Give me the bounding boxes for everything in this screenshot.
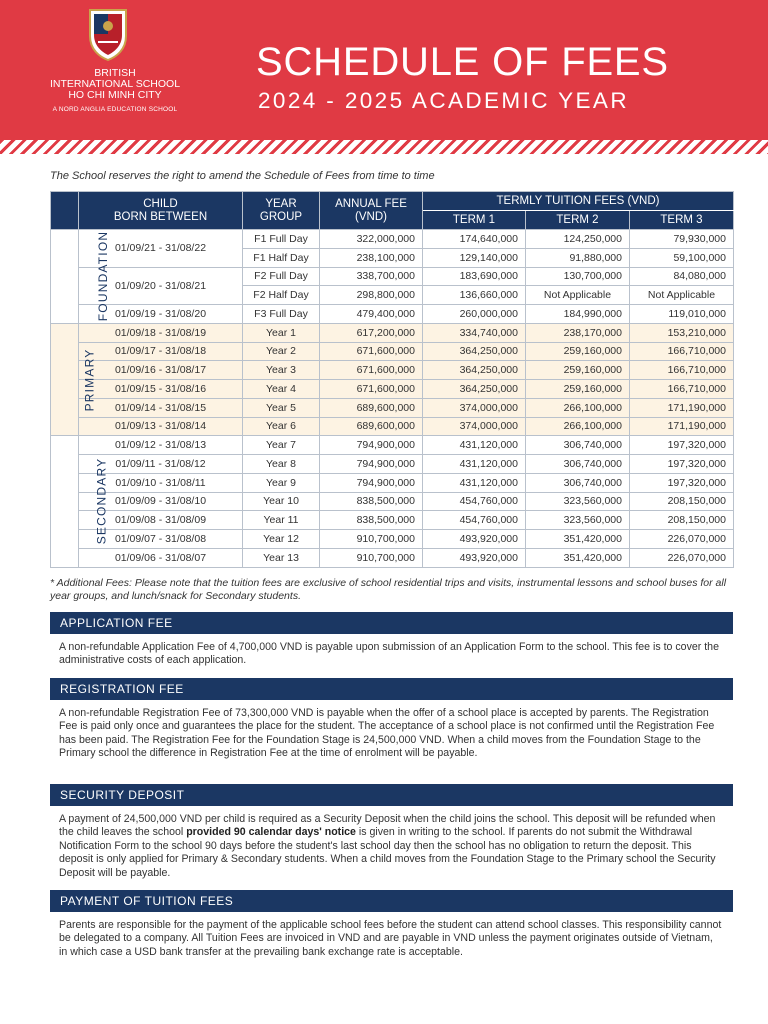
term2-cell: 259,160,000: [526, 342, 630, 361]
stage-foundation: FOUNDATION: [51, 230, 79, 324]
term1-cell: 374,000,000: [423, 417, 526, 436]
year-group-cell: Year 10: [243, 492, 320, 511]
term1-cell: 334,740,000: [423, 323, 526, 342]
born-between-cell: 01/09/19 - 31/08/20: [79, 305, 243, 324]
year-group-cell: Year 6: [243, 417, 320, 436]
notice-period-emphasis: provided 90 calendar days' notice: [186, 826, 356, 839]
term2-cell: 124,250,000: [526, 230, 630, 249]
term2-cell: 266,100,000: [526, 398, 630, 417]
school-name-line2: INTERNATIONAL SCHOOL: [49, 78, 181, 90]
annual-fee-cell: 794,900,000: [320, 436, 423, 455]
year-group-cell: Year 1: [243, 323, 320, 342]
amendment-note: The School reserves the right to amend the Schedule of Fees from time to time: [50, 170, 435, 182]
security-deposit-text: A payment of 24,500,000 VND per child is required as a Security Deposit when the child joins the school. This deposit will be refunded when the child leaves the school provided 90 calendar days' notice is given in writing to the school. If parents do not submit the Withdrawal Notification Form to the school 90 days before the student's last school day then the school has no obligation to return the deposit. This deposit is only applied for Primary & Secondary students. When a child moves from the Foundation Stage to the Primary school the Security Deposit will be payable.: [59, 813, 716, 879]
school-name-line1: BRITISH: [94, 67, 136, 79]
school-affiliation: A NORD ANGLIA EDUCATION SCHOOL: [52, 106, 178, 113]
term2-cell: 351,420,000: [526, 530, 630, 549]
table-row: [51, 323, 734, 342]
term2-cell: 306,740,000: [526, 473, 630, 492]
table-row: [51, 398, 734, 417]
term2-cell: 323,560,000: [526, 511, 630, 530]
annual-fee-cell: 838,500,000: [320, 511, 423, 530]
child-header: CHILD BORN BETWEEN: [79, 192, 243, 230]
term3-header: TERM 3: [630, 211, 734, 230]
term1-cell: 493,920,000: [423, 548, 526, 567]
born-between-cell: 01/09/10 - 31/08/11: [79, 473, 243, 492]
table-row: [51, 530, 734, 549]
additional-fees-footnote: * Additional Fees: Please note that the tuition fees are exclusive of school residential trips and visits, instrumental lessons and school buses for all year groups, and lunch/snack for Secondary students.: [50, 577, 727, 602]
table-row: [51, 492, 734, 511]
term1-cell: 260,000,000: [423, 305, 526, 324]
term1-cell: 364,250,000: [423, 380, 526, 399]
year-group-cell: F1 Half Day: [243, 248, 320, 267]
term2-cell: 259,160,000: [526, 380, 630, 399]
year-group-cell: Year 9: [243, 473, 320, 492]
term3-cell: 119,010,000: [630, 305, 734, 324]
born-between-cell: 01/09/07 - 31/08/08: [79, 530, 243, 549]
table-row: [51, 473, 734, 492]
table-row: [51, 305, 734, 324]
term1-header: TERM 1: [423, 211, 526, 230]
term3-cell: 197,320,000: [630, 455, 734, 474]
annual-fee-cell: 910,700,000: [320, 548, 423, 567]
annual-fee-cell: 794,900,000: [320, 455, 423, 474]
annual-fee-cell: 338,700,000: [320, 267, 423, 286]
term1-cell: 454,760,000: [423, 492, 526, 511]
annual-fee-cell: 689,600,000: [320, 398, 423, 417]
stage-secondary: SECONDARY: [51, 436, 79, 567]
year-group-header: YEAR GROUP: [243, 192, 320, 230]
born-between-cell: 01/09/16 - 31/08/17: [79, 361, 243, 380]
termly-fees-header: TERMLY TUITION FEES (VND): [423, 192, 734, 211]
table-row: [51, 230, 734, 249]
term3-cell: 197,320,000: [630, 436, 734, 455]
term3-cell: 153,210,000: [630, 323, 734, 342]
registration-fee-heading: REGISTRATION FEE: [50, 678, 733, 700]
year-group-cell: Year 13: [243, 548, 320, 567]
term3-cell: 208,150,000: [630, 511, 734, 530]
born-between-cell: 01/09/09 - 31/08/10: [79, 492, 243, 511]
born-between-cell: 01/09/17 - 31/08/18: [79, 342, 243, 361]
annual-fee-cell: 671,600,000: [320, 380, 423, 399]
term3-cell: Not Applicable: [630, 286, 734, 305]
annual-fee-cell: 671,600,000: [320, 361, 423, 380]
table-row: [51, 455, 734, 474]
year-group-cell: Year 12: [243, 530, 320, 549]
application-fee-heading: APPLICATION FEE: [50, 612, 733, 634]
term1-cell: 431,120,000: [423, 455, 526, 474]
year-group-cell: Year 5: [243, 398, 320, 417]
school-crest-logo: [86, 6, 130, 62]
annual-fee-cell: 238,100,000: [320, 248, 423, 267]
annual-fee-header: ANNUAL FEE (VND): [320, 192, 423, 230]
annual-fee-cell: 910,700,000: [320, 530, 423, 549]
term2-cell: 306,740,000: [526, 436, 630, 455]
annual-fee-cell: 479,400,000: [320, 305, 423, 324]
term3-cell: 59,100,000: [630, 248, 734, 267]
year-group-cell: F3 Full Day: [243, 305, 320, 324]
term1-cell: 136,660,000: [423, 286, 526, 305]
term2-cell: 259,160,000: [526, 361, 630, 380]
term1-cell: 454,760,000: [423, 511, 526, 530]
term3-cell: 79,930,000: [630, 230, 734, 249]
security-deposit-heading: SECURITY DEPOSIT: [50, 784, 733, 806]
year-group-cell: F1 Full Day: [243, 230, 320, 249]
term2-cell: 130,700,000: [526, 267, 630, 286]
term1-cell: 129,140,000: [423, 248, 526, 267]
born-between-cell: 01/09/14 - 31/08/15: [79, 398, 243, 417]
term2-cell: Not Applicable: [526, 286, 630, 305]
term3-cell: 197,320,000: [630, 473, 734, 492]
born-between-cell: 01/09/18 - 31/08/19: [79, 323, 243, 342]
term2-header: TERM 2: [526, 211, 630, 230]
born-between-cell: 01/09/08 - 31/08/09: [79, 511, 243, 530]
stage-header: [51, 192, 79, 230]
term3-cell: 166,710,000: [630, 380, 734, 399]
table-row: [51, 380, 734, 399]
term2-cell: 91,880,000: [526, 248, 630, 267]
term1-cell: 364,250,000: [423, 361, 526, 380]
term1-cell: 174,640,000: [423, 230, 526, 249]
annual-fee-cell: 617,200,000: [320, 323, 423, 342]
term1-cell: 374,000,000: [423, 398, 526, 417]
payment-text: Parents are responsible for the payment of the applicable school fees before the student can attend school classes. This responsibility cannot be delegated to a company. All Tuition Fees are invoiced in VND and are payable in VND unless the payment originates outside of Vietnam, in which case a USD bank transfer at the prevailing bank exchange rate is acceptable.: [59, 919, 722, 958]
year-group-cell: Year 4: [243, 380, 320, 399]
registration-fee-text: A non-refundable Registration Fee of 73,300,000 VND is payable when the offer of a school place is accepted by parents. The Registration Fee is paid only once and guarantees the place for the student. The acceptance of a school place is not confirmed until the Registration Fee has been paid. The Registration Fee for the Foundation Stage is 24,500,000 VND. When a child moves from the Foundation Stage to the Primary school the difference in Registration Fee at the time of enrolment will be payable.: [59, 707, 715, 760]
born-between-cell: 01/09/21 - 31/08/22: [79, 230, 243, 268]
term3-cell: 166,710,000: [630, 342, 734, 361]
born-between-cell: 01/09/15 - 31/08/16: [79, 380, 243, 399]
term3-cell: 171,190,000: [630, 398, 734, 417]
payment-heading: PAYMENT OF TUITION FEES: [50, 890, 733, 912]
annual-fee-cell: 689,600,000: [320, 417, 423, 436]
table-row: [51, 511, 734, 530]
term3-cell: 226,070,000: [630, 530, 734, 549]
table-row: [51, 361, 734, 380]
annual-fee-cell: 298,800,000: [320, 286, 423, 305]
term1-cell: 431,120,000: [423, 473, 526, 492]
year-group-cell: Year 8: [243, 455, 320, 474]
born-between-cell: 01/09/13 - 31/08/14: [79, 417, 243, 436]
stage-primary: PRIMARY: [51, 323, 79, 436]
annual-fee-cell: 794,900,000: [320, 473, 423, 492]
application-fee-text: A non-refundable Application Fee of 4,700,000 VND is payable upon submission of an Application Form to the school. This fee is to cover the administrative costs of each application.: [59, 641, 719, 667]
striped-divider: [0, 140, 768, 154]
year-group-cell: Year 2: [243, 342, 320, 361]
table-row: [51, 436, 734, 455]
term2-cell: 266,100,000: [526, 417, 630, 436]
term1-cell: 431,120,000: [423, 436, 526, 455]
page-title: SCHEDULE OF FEES: [256, 40, 669, 84]
school-name: [20, 68, 210, 115]
year-group-cell: Year 11: [243, 511, 320, 530]
page-subtitle: 2024 - 2025 ACADEMIC YEAR: [258, 88, 629, 113]
fees-table: [50, 191, 734, 568]
header-banner: [0, 0, 768, 140]
term3-cell: 226,070,000: [630, 548, 734, 567]
year-group-cell: Year 7: [243, 436, 320, 455]
annual-fee-cell: 671,600,000: [320, 342, 423, 361]
term1-cell: 364,250,000: [423, 342, 526, 361]
table-row: [51, 267, 734, 286]
table-row: [51, 417, 734, 436]
born-between-cell: 01/09/20 - 31/08/21: [79, 267, 243, 305]
annual-fee-cell: 838,500,000: [320, 492, 423, 511]
term3-cell: 208,150,000: [630, 492, 734, 511]
term3-cell: 171,190,000: [630, 417, 734, 436]
term2-cell: 351,420,000: [526, 548, 630, 567]
table-row: [51, 342, 734, 361]
year-group-cell: F2 Half Day: [243, 286, 320, 305]
term2-cell: 306,740,000: [526, 455, 630, 474]
term1-cell: 183,690,000: [423, 267, 526, 286]
term3-cell: 84,080,000: [630, 267, 734, 286]
year-group-cell: F2 Full Day: [243, 267, 320, 286]
term1-cell: 493,920,000: [423, 530, 526, 549]
born-between-cell: 01/09/12 - 31/08/13: [79, 436, 243, 455]
year-group-cell: Year 3: [243, 361, 320, 380]
term2-cell: 238,170,000: [526, 323, 630, 342]
term2-cell: 184,990,000: [526, 305, 630, 324]
table-row: [51, 548, 734, 567]
term2-cell: 323,560,000: [526, 492, 630, 511]
born-between-cell: 01/09/11 - 31/08/12: [79, 455, 243, 474]
term3-cell: 166,710,000: [630, 361, 734, 380]
born-between-cell: 01/09/06 - 31/08/07: [79, 548, 243, 567]
annual-fee-cell: 322,000,000: [320, 230, 423, 249]
school-name-line3: HO CHI MINH CITY: [68, 89, 162, 101]
